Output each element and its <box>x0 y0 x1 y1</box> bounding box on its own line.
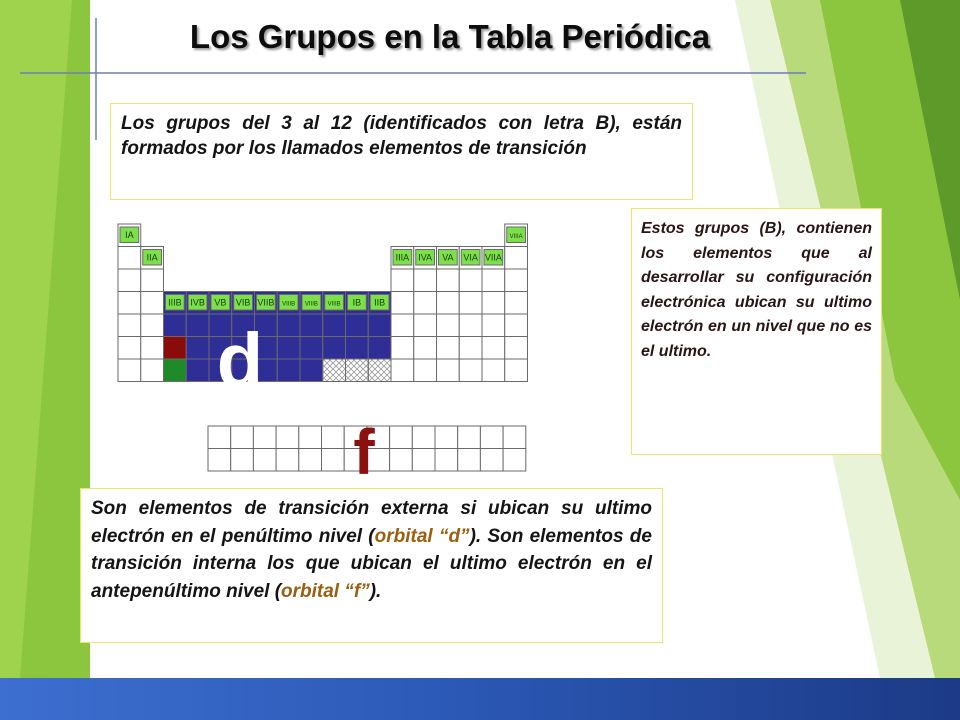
f-block-cell <box>412 449 435 472</box>
table-cell <box>482 269 505 292</box>
group-label-viia: VIIA <box>484 252 502 263</box>
table-cell <box>164 359 187 382</box>
table-cell <box>391 292 414 315</box>
group-label-iia: IIA <box>146 252 158 263</box>
group-label-iva: IVA <box>418 252 433 263</box>
f-block-cell <box>253 426 276 449</box>
bottom-text-part1: Son elementos de transición externa si ubican su ultimo electrón en el penúltimo nivel ( <box>91 498 652 547</box>
group-label-viiib: VIIIB <box>304 301 318 308</box>
orbital-d-text: orbital “d” <box>374 525 470 547</box>
table-cell <box>277 359 300 382</box>
group-label-viiia: VIIIA <box>509 234 523 240</box>
table-cell <box>118 269 141 292</box>
table-cell <box>368 359 391 382</box>
f-block-label: f <box>353 416 375 488</box>
f-block-cell <box>322 449 345 472</box>
f-block-cell <box>322 426 345 449</box>
table-cell <box>414 314 437 337</box>
f-block-cell <box>435 426 458 449</box>
table-cell <box>346 314 369 337</box>
group-label-iiia: IIIA <box>395 252 410 263</box>
f-block-cell <box>458 426 481 449</box>
table-cell <box>391 314 414 337</box>
group-label-viib: VIIB <box>257 297 275 308</box>
table-cell <box>391 337 414 360</box>
table-cell <box>141 337 164 360</box>
table-cell <box>118 359 141 382</box>
table-cell <box>391 359 414 382</box>
group-label-vib: VIB <box>235 297 251 308</box>
group-label-viiib: VIIIB <box>282 301 296 308</box>
group-label-iib: IIB <box>374 297 386 308</box>
table-cell <box>482 337 505 360</box>
f-block-cell <box>503 449 526 472</box>
table-cell <box>346 337 369 360</box>
table-cell <box>391 269 414 292</box>
table-cell <box>277 337 300 360</box>
f-block-cell <box>299 449 322 472</box>
orbital-f-text: orbital “f” <box>281 580 370 602</box>
table-cell <box>482 292 505 315</box>
bottom-text-box <box>80 488 663 643</box>
table-cell <box>118 292 141 315</box>
table-cell <box>505 269 528 292</box>
table-cell <box>141 269 164 292</box>
f-block-cell <box>231 449 254 472</box>
bottom-text-part2: ). Son elementos de transición interna los que ubican el ultimo electrón en el antepenúltimo nivel ( <box>91 525 652 602</box>
f-block-cell <box>390 449 413 472</box>
table-cell <box>277 314 300 337</box>
group-label-vb: VB <box>214 297 227 308</box>
table-cell <box>459 314 482 337</box>
table-cell <box>186 314 209 337</box>
group-label-via: VIA <box>463 252 478 263</box>
table-cell <box>505 359 528 382</box>
table-cell <box>118 337 141 360</box>
group-label-iiib: IIIB <box>168 297 182 308</box>
group-label-ia: IA <box>125 230 134 240</box>
table-cell <box>118 314 141 337</box>
group-label-ib: IB <box>352 297 362 308</box>
f-block-cell <box>231 426 254 449</box>
table-cell <box>323 359 346 382</box>
table-cell <box>414 292 437 315</box>
slide-title: Los Grupos en la Tabla Periódica <box>189 18 711 55</box>
table-cell <box>459 359 482 382</box>
table-cell <box>459 292 482 315</box>
f-block-cell <box>299 426 322 449</box>
table-cell <box>437 337 460 360</box>
f-block-cell <box>412 426 435 449</box>
table-cell <box>437 269 460 292</box>
table-cell <box>459 269 482 292</box>
table-cell <box>459 337 482 360</box>
f-block-cell <box>480 426 503 449</box>
intro-text-box: Los grupos del 3 al 12 (identificados con letra B), están formados por los llamados elementos de transición <box>110 103 693 200</box>
group-label-ivb: IVB <box>190 297 205 308</box>
table-cell <box>414 269 437 292</box>
table-cell <box>300 337 323 360</box>
table-cell <box>186 337 209 360</box>
table-cell <box>505 337 528 360</box>
table-cell <box>323 314 346 337</box>
table-cell <box>414 337 437 360</box>
table-cell <box>323 337 346 360</box>
table-cell <box>164 337 187 360</box>
table-cell <box>141 359 164 382</box>
table-cell <box>368 314 391 337</box>
f-block-cell <box>503 426 526 449</box>
table-cell <box>118 247 141 270</box>
f-block-cell <box>208 426 231 449</box>
group-label-va: VA <box>442 252 454 263</box>
table-cell <box>300 314 323 337</box>
table-cell <box>437 292 460 315</box>
f-block-cell <box>458 449 481 472</box>
group-label-viiib: VIIIB <box>327 301 341 308</box>
table-cell <box>300 359 323 382</box>
table-cell <box>505 292 528 315</box>
bottom-text-part3: ). <box>369 580 382 602</box>
table-cell <box>505 247 528 270</box>
f-block-cell <box>276 449 299 472</box>
table-cell <box>482 314 505 337</box>
table-cell <box>164 314 187 337</box>
f-block-cell <box>276 426 299 449</box>
table-cell <box>186 359 209 382</box>
footer-bar <box>0 678 960 720</box>
table-cell <box>437 359 460 382</box>
table-cell <box>482 359 505 382</box>
table-cell <box>141 314 164 337</box>
f-block-cell <box>253 449 276 472</box>
table-cell <box>437 314 460 337</box>
f-block-cell <box>208 449 231 472</box>
f-block-cell <box>435 449 458 472</box>
d-block-label: d <box>216 318 264 403</box>
table-cell <box>505 314 528 337</box>
f-block-cell <box>390 426 413 449</box>
side-text-box: Estos grupos (B), contienen los elementos que al desarrollar su configuración electrónica ubican su ultimo electrón en un nivel que no es el ultimo. <box>631 208 882 455</box>
f-block-cell <box>480 449 503 472</box>
table-cell <box>141 292 164 315</box>
table-cell <box>414 359 437 382</box>
table-cell <box>368 337 391 360</box>
table-cell <box>346 359 369 382</box>
